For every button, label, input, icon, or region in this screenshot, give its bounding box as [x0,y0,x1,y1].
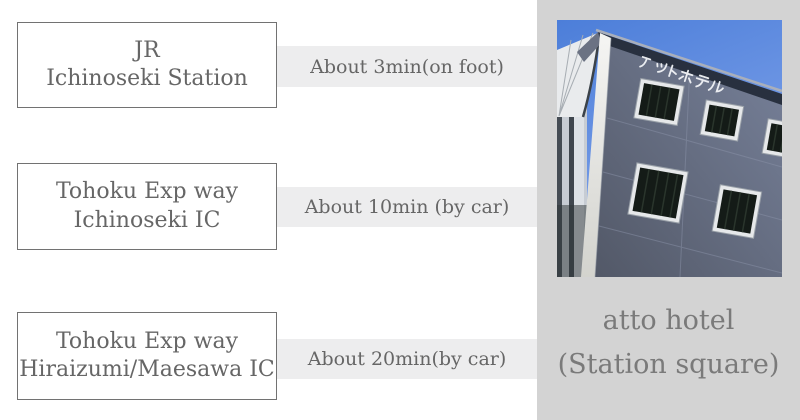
origin-name-line2: Ichinoseki IC [73,207,221,233]
origin-name-line1: Tohoku Exp way [55,328,239,354]
window [712,185,762,239]
origin-name-line1: Tohoku Exp way [55,179,239,205]
hotel-name [537,299,800,386]
window [634,78,684,125]
origin-box-ichinoseki-ic [17,163,277,250]
duration-bar-by-car-10: About 10min (by car) [277,187,537,227]
duration-bar-on-foot: About 3min(on foot) [277,46,537,87]
window [628,163,688,223]
duration-bar-by-car-20: About 20min(by car) [277,339,537,379]
origin-box-hiraizumi-maesawa-ic [17,312,277,400]
origin-name-line2: Ichinoseki Station [46,66,248,91]
origin-box-jr-ichinoseki-station [17,22,277,108]
window [700,100,744,141]
hotel-name-line2: (Station square) [557,348,780,380]
origin-name-line2: Hiraizumi/Maesawa IC [19,357,275,382]
origin-name-line1: JR [134,37,160,63]
hotel-name-line1: atto hotel [602,305,735,336]
destination-panel [537,0,800,420]
hotel-photo [557,20,782,277]
